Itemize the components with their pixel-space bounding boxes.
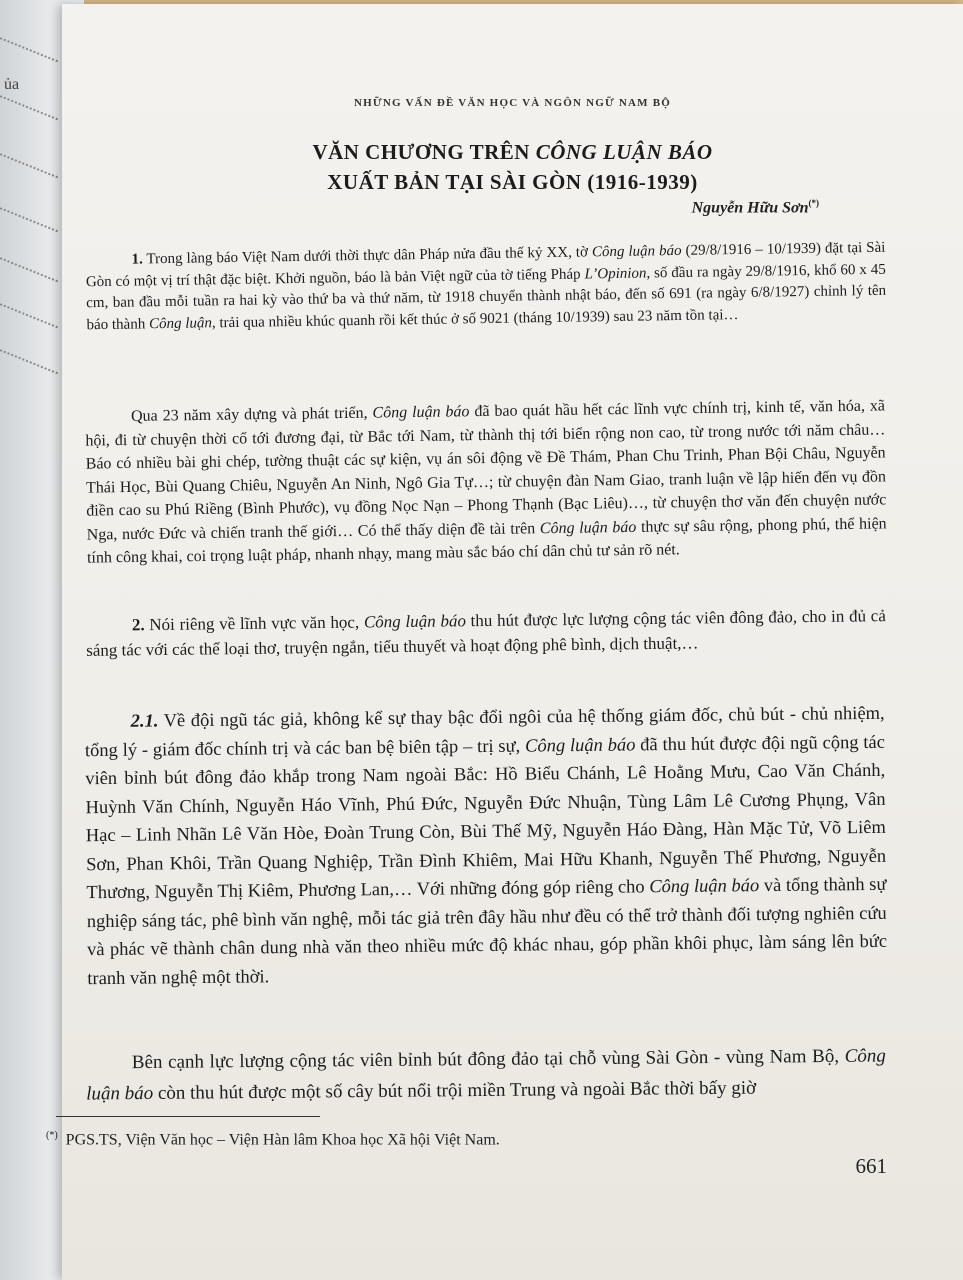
previous-page-fragment: ủa xyxy=(4,76,20,93)
paragraph-2 xyxy=(85,394,887,570)
article-title-line-1 xyxy=(62,140,963,165)
italic-text: Công luận báo xyxy=(363,611,467,632)
italic-text: Công luận báo xyxy=(524,734,636,757)
running-head: NHỮNG VẤN ĐỀ VĂN HỌC VÀ NGÔN NGỮ NAM BỘ xyxy=(353,97,671,109)
toc-leader xyxy=(0,206,58,233)
toc-leader xyxy=(0,256,58,283)
paragraph-text: còn thu hút được một số cây bút nổi trội miền Trung và ngoài Bắc thời bấy giờ xyxy=(153,1077,757,1104)
paragraph-1 xyxy=(85,238,886,337)
paragraph-text: thực sự sâu rộng, phong phú, thể hiện tính công khai, coi trọng luật pháp, nhanh nhạy, mang màu sắc báo chí dân chủ tư sản rõ nét. xyxy=(86,514,887,567)
author-name: Nguyễn Hữu Sơn xyxy=(691,199,809,217)
italic-text: L’Opinion xyxy=(584,264,647,282)
toc-leader xyxy=(0,302,58,329)
title-italic: CÔNG LUẬN BÁO xyxy=(535,140,713,164)
book-page xyxy=(46,4,963,1280)
toc-leader xyxy=(0,348,58,375)
paragraph-5 xyxy=(86,1041,887,1110)
paragraph-text: Bên cạnh lực lượng cộng tác viên bỉnh bút đông đảo tại chỗ vùng Sài Gòn - vùng Nam Bộ, xyxy=(131,1045,845,1074)
italic-text: Công luận báo xyxy=(591,242,682,261)
paragraph-text: Trong làng báo Việt Nam dưới thời thực dân Pháp nửa đầu thế kỷ XX, tờ xyxy=(142,244,593,268)
footnote-rule xyxy=(56,1116,320,1117)
paragraph-3 xyxy=(86,603,887,663)
paragraph-text: Về đội ngũ tác giả, không kể sự thay bậc đổi ngôi của hệ thống giám đốc, chủ bút - chủ nhiệm, tổng lý - giám đốc chính trị và các ban bệ biên tập – trị sự, xyxy=(84,703,885,761)
subsection-number: 2.1. xyxy=(130,711,159,732)
paragraph-text: Nói riêng về lĩnh vực văn học, xyxy=(144,612,365,635)
paragraph-4 xyxy=(85,700,888,993)
italic-text: Công luận báo xyxy=(649,876,760,898)
title-text: VĂN CHƯƠNG TRÊN xyxy=(312,140,536,164)
paragraph-text: (29/8/1916 – 10/1939) đặt tại Sài Gòn có một vị trí thật đặc biệt. Khởi nguồn, báo là bản Việt ngữ của tờ tiếng Pháp xyxy=(85,239,886,290)
article-title-line-2: XUẤT BẢN TẠI SÀI GÒN (1916-1939) xyxy=(327,170,698,194)
author-byline xyxy=(692,198,819,217)
italic-text: Công luận xyxy=(148,314,213,332)
footnote-text: PGS.TS, Viện Văn học – Viện Hàn lâm Khoa học Xã hội Việt Nam. xyxy=(65,1131,500,1149)
paragraph-text: , trải qua nhiều khúc quanh rồi kết thúc ở số 9021 (tháng 10/1939) sau 23 năm tồn tại… xyxy=(211,306,739,331)
toc-leader xyxy=(0,36,58,63)
paragraph-text: đã thu hút được đội ngũ cộng tác viên bỉnh bút đông đảo khắp trong Nam ngoài Bắc: Hồ Biểu Chánh, Lê Hoằng Mưu, Cao Văn Chánh, Huỳnh Văn Chính, Nguyễn Háo Vĩnh, Phú Đức, Nguyễn Đức Nhuận, Tùng Lâm Lê Cương Phụng, Vân Hạc – Linh Nhãn Lê Văn Hòe, Đoàn Trung Còn, Bùi Thế Mỹ, Nguyễn Háo Đàng, Hàn Mặc Tử, Võ Liêm Sơn, Phan Khôi, Trần Quang Nghiệp, Trần Đình Khiêm, Mai Hữu Khanh, Nguyễn Thế Phương, Nguyễn Thương, Nguyễn Thị Kiêm, Phương Lan,… Với những đóng góp riêng cho xyxy=(85,732,887,904)
toc-leader xyxy=(0,94,58,121)
italic-text: Công luận báo xyxy=(539,518,637,537)
paragraph-text: Qua 23 năm xây dựng và phát triển, xyxy=(130,404,373,425)
italic-text: Công luận báo xyxy=(372,403,470,422)
section-number: 2. xyxy=(131,615,145,635)
paragraph-text: đã bao quát hầu hết các lĩnh vực chính trị, kinh tế, văn hóa, xã hội, đi từ chuyện thời cổ tới đương đại, từ Bắc tới Nam, từ thành thị tới biển rộng non cao, từ trong nước tới năm châu… Báo có nhiều bài ghi chép, tường thuật các sự kiện, vụ án sôi động về Đề Thám, Phan Chu Trinh, Phan Bội Châu, Nguyễn Thái Học, Bùi Quang Chiêu, Nguyễn An Ninh, Ngô Gia Tự…; từ chuyện đàn Nam Giao, tranh luận về lập hiến đến vụ đồn điền cao su Phú Riềng (Bình Phước), vụ đồng Nọc Nạn – Phong Thạnh (Bạc Liêu)…, từ chuyện thơ văn đến chuyện nước Nga, nước Đức và chiến tranh thế giới… Có thể thấy diện đề tài trên xyxy=(85,397,887,544)
section-number: 1. xyxy=(131,251,143,268)
author-footnote-mark: (*) xyxy=(808,198,819,208)
footnote-mark: (*) xyxy=(46,1130,58,1141)
italic-text: Công luận báo xyxy=(86,1045,886,1105)
paragraph-text: và tổng thành sự nghiệp sáng tác, phê bình văn nghệ, mỗi tác giả trên đây hầu như đều có thể trở thành đối tượng nghiên cứu và phác vẽ thành chân dung nhà văn theo nhiều mức độ khác nhau, góp phần khôi phục, làm sáng lên bức tranh văn nghệ một thời. xyxy=(86,874,888,989)
paragraph-text: thu hút được lực lượng cộng tác viên đông đảo, cho in đủ cả sáng tác với các thể loại thơ, truyện ngắn, tiểu thuyết và hoạt động phê bình, dịch thuật,… xyxy=(86,606,886,660)
toc-leader xyxy=(0,152,58,179)
paragraph-text: , số đầu ra ngày 29/8/1916, khổ 60 x 45 cm, ban đầu mỗi tuần ra hai kỳ vào thứ ba và thứ năm, từ 1918 chuyển thành nhật báo, đến số 691 (ra ngày 6/8/1927) chỉnh lý tên báo thành xyxy=(86,261,887,333)
page-number: 661 xyxy=(855,1154,887,1178)
footnote xyxy=(46,1130,500,1149)
